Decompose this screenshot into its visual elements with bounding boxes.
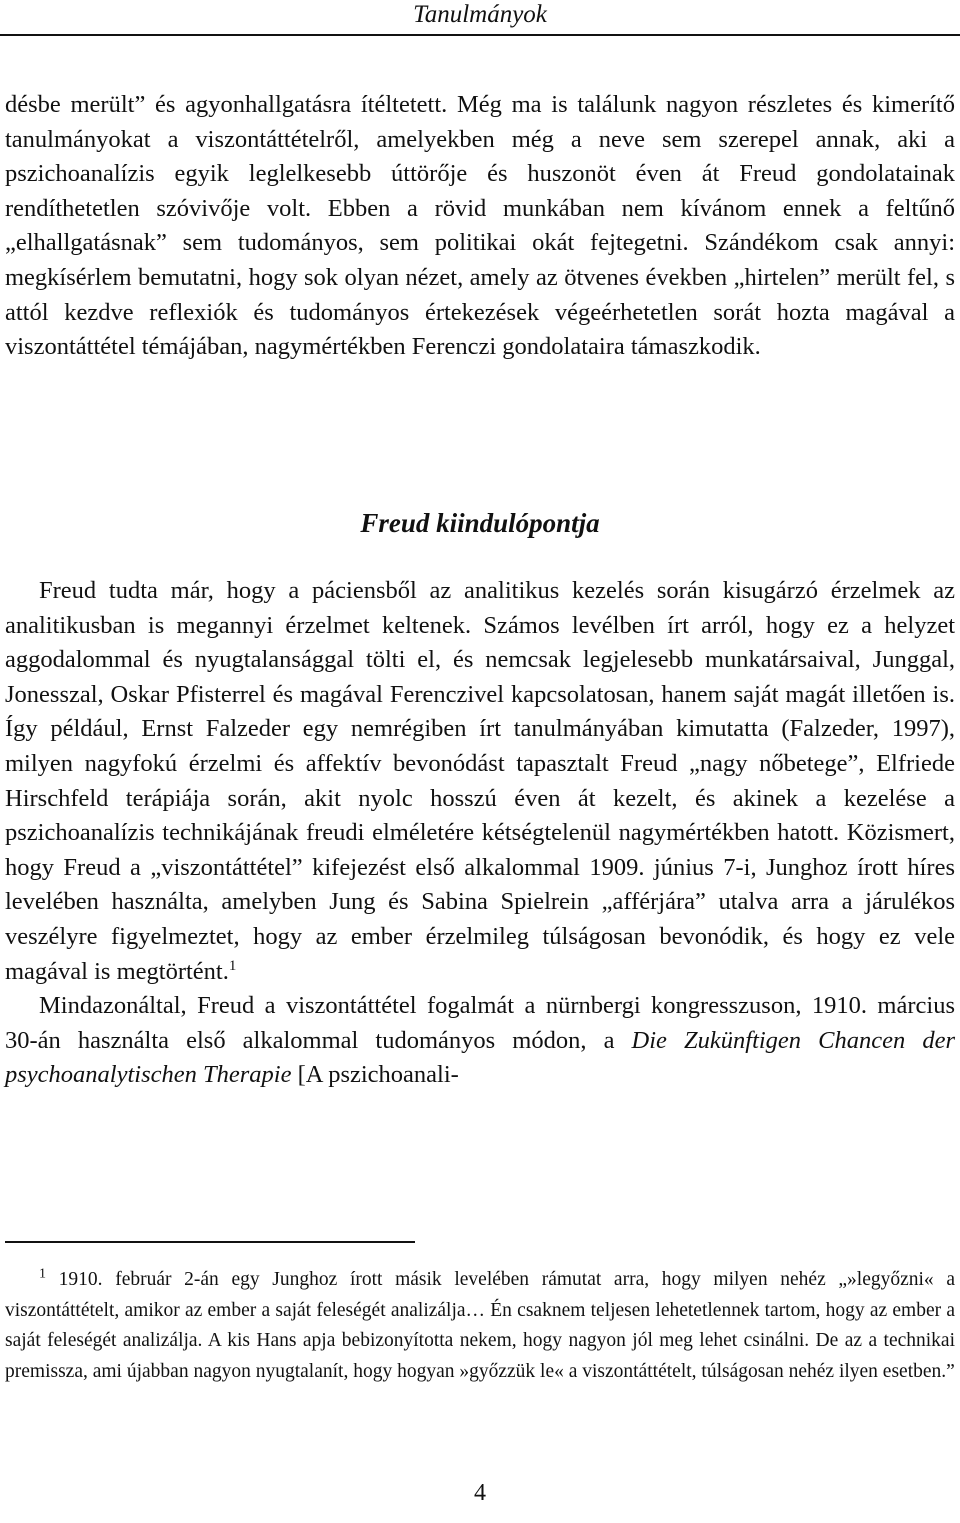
body-paragraph-2: [5, 574, 955, 989]
paragraph-text: Freud tudta már, hogy a páciensből az analitikus kezelés során kisugárzó érzelmek az analitikusban is megannyi érzelmet keltenek. Számos levélben írt arról, hogy ez a helyzet aggodalommal és nyugtalansággal tölti el, és nemcsak legjelesebb munkatársaival, Junggal, Jonesszal, Oskar Pfisterrel és magával Ferenczivel kapcsolatosan, hanem saját magát illetően is. Így például, Ernst Falzeder egy nemrégiben írt tanulmányában kimutatta (Falzeder, 1997), milyen nagyfokú érzelmi és affektív bevonódást tapasztalt Freud „nagy nőbetege”, Elfriede Hirschfeld terápiája során, akit nyolc hosszú éven át kezelt, és akinek a kezelése a pszichoanalízis technikájának freudi elméletére kétségtelenül nagymértékben hatott. Közismert, hogy Freud a „viszontáttétel” kifejezést első alkalommal 1909. június 7-i, Junghoz írott híres levelében használta, amelyben Jung és Sabina Spielrein „afférjára” utalva arra a járulékos veszélyre figyelmeztet, hogy az ember érzelmileg túlságosan bevonódik, és hogy ez vele magával is megtörtént.: [5, 577, 955, 985]
paragraph-text: désbe merült” és agyonhallgatásra ítéltetett. Még ma is találunk nagyon részletes és kimerítő tanulmányokat a viszontáttételről, amelyekben még a neve sem szerepel annak, aki a pszichoanalízis egyik leglelkesebb úttörője és huszonöt éven át Freud gondolatainak rendíthetetlen szóvivője volt. Ebben a rövid munkában nem kívánom ennek a feltűnő „elhallgatásnak” sem tudományos, sem politikai okát fejtegetni. Szándékom csak annyi: megkísérlem bemutatni, hogy sok olyan nézet, amely az ötvenes években „hirtelen” merült fel, s attól kezdve reflexiók és tudományos értekezések végeérhetetlen sorát hozta magával a viszontáttétel témájában, nagymértékben Ferenczi gondolataira támaszkodik.: [5, 91, 955, 361]
footnote-text: 1910. február 2-án egy Junghoz írott másik levelében rámutat arra, hogy milyen nehéz „»legyőzni« a viszontáttételt, amikor az ember a saját feleségét analizálja… Én csaknem teljesen lehetetlennek tartom, hogy az ember a saját feleségét analizálja. A kis Hans apja bebizonyította nekem, hogy nagyon jól meg lehet csinálni. De az a technikai premissza, ami újabban nagyon nyugtalanít, hogy hogyan »győzzük le« a viszontáttételt, túlságosan nehéz ilyen esetben.”: [5, 1269, 955, 1382]
running-header: [0, 0, 960, 36]
cited-title: Die Zukünftigen Chancen der psychoanalytischen Therapie: [5, 1026, 955, 1089]
body-section-text: [5, 574, 955, 1093]
body-paragraph-3: [5, 989, 955, 1093]
paragraph-text-start: Mindazonáltal, Freud a viszontáttétel fogalmát a nürnbergi kongresszuson, 1910. március 30-án használta első alkalommal tudományos módon, a: [5, 992, 955, 1054]
footnote-separator: [5, 1241, 415, 1243]
page-number: 4: [474, 1480, 486, 1506]
body-paragraph-1: [5, 88, 955, 365]
footnote-reference[interactable]: 1: [228, 957, 237, 974]
footnote: [5, 1265, 955, 1387]
footnote-marker: 1: [39, 1266, 46, 1282]
running-title: Tanulmányok: [413, 1, 547, 28]
paragraph-text-end: [A pszichoanali-: [291, 1061, 459, 1089]
section-heading: Freud kiindulópontja: [360, 508, 600, 538]
